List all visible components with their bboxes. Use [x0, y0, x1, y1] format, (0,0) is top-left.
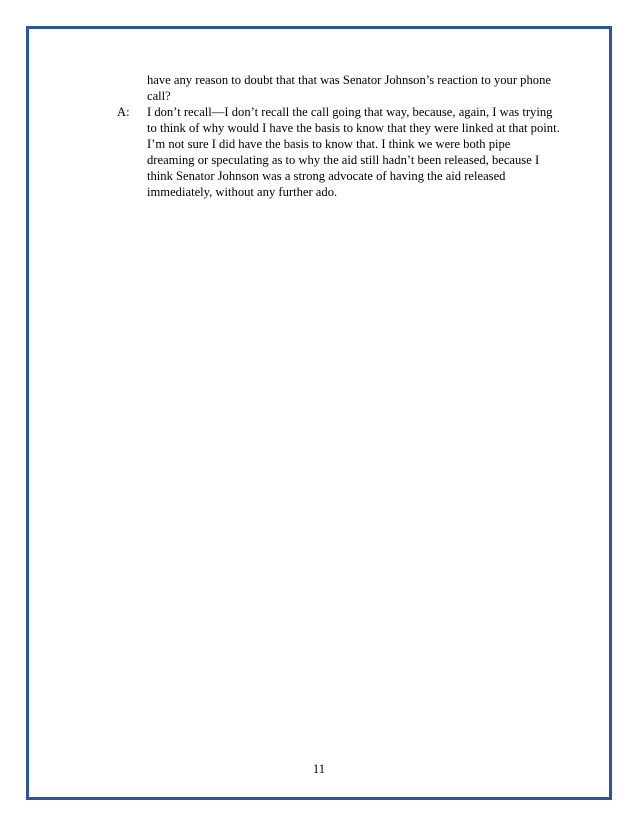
entry-text	[147, 104, 567, 200]
transcript-body	[117, 72, 567, 200]
text-line: I’m not sure I did have the basis to know that. I think we were both pipe	[147, 137, 511, 151]
text-line: immediately, without any further ado.	[147, 185, 338, 199]
text-line: call?	[147, 89, 171, 103]
entry-text	[147, 72, 567, 104]
text-line: think Senator Johnson was a strong advocate of having the aid released	[147, 169, 506, 183]
page-number: 11	[312, 762, 326, 776]
text-line: I don’t recall—I don’t recall the call going that way, because, again, I was trying	[147, 105, 553, 119]
transcript-entry-question-continuation	[117, 72, 567, 104]
transcript-entry-answer	[117, 104, 567, 200]
text-line: dreaming or speculating as to why the aid still hadn’t been released, because I	[147, 153, 540, 167]
text-line: to think of why would I have the basis to know that they were linked at that point.	[147, 121, 560, 135]
text-line: have any reason to doubt that that was Senator Johnson’s reaction to your phone	[147, 73, 551, 87]
speaker-label: A:	[117, 105, 130, 119]
